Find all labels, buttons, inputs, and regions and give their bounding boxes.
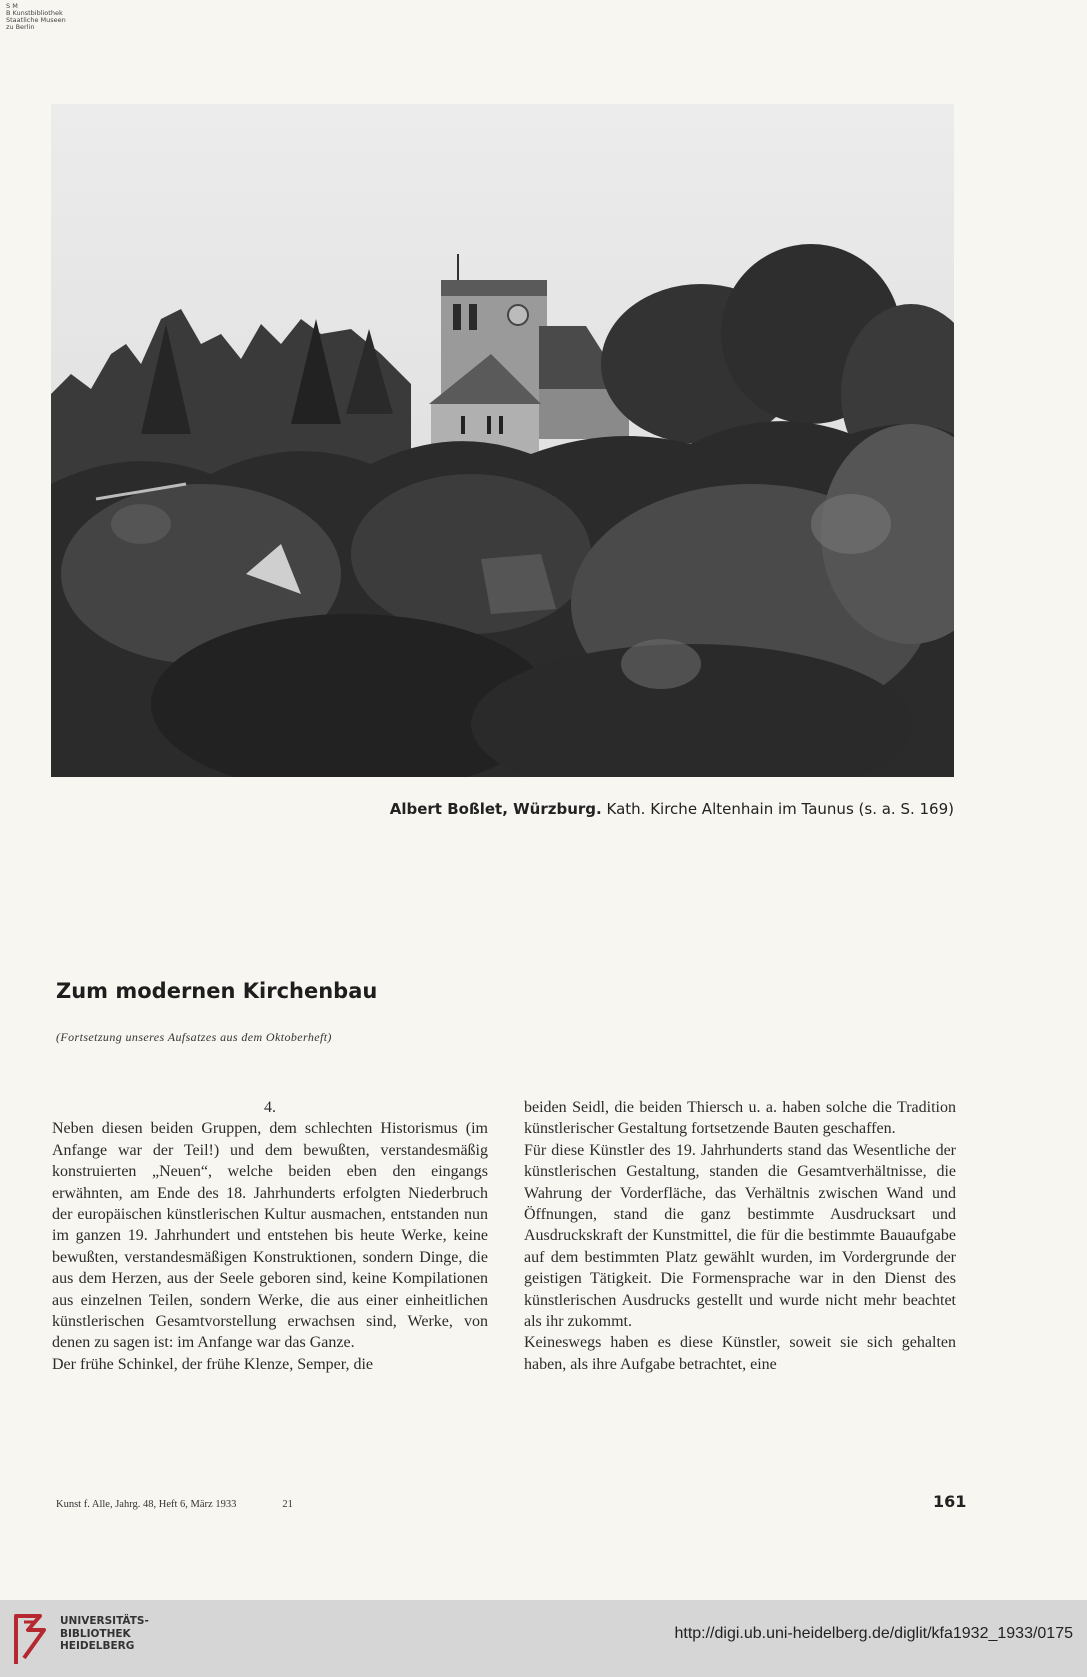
library-name [60,1615,149,1653]
photo-illustration [51,104,954,777]
article-title: Zum modernen Kirchenbau [56,979,378,1003]
stamp-line: B Kunstbibliothek [6,9,63,17]
paragraph: beiden Seidl, die beiden Thiersch u. a. haben solche die Tradition künstlerischer Gestaltung fortsetzende Bauten geschaffen. [524,1099,956,1138]
paragraph: Neben diesen beiden Gruppen, dem schlechten Historismus (im Anfange war der Teil!) und dem bewußten, verstandesmäßig konstruierten „Neuen“, welche beiden eben den eingangs erwähnten, am Ende des 18. Jahrhunderts erfolgten Niederbruch der europäischen künstlerischen Kultur ausmachen, entstanden nun im ganzen 19. Jahrhundert und entstehen bis heute Werke, keine bewußten, verstandesmäßigen Konstruktionen, sondern Dinge, die aus dem Herzen, aus der Seele geboren sind, keine Kompilationen aus einzelnen Teilen, sondern Werke, die aus einer einheitlichen künstlerischen Gesamtvorstellung erwachsen sind, Werke, von denen zu sagen ist: im Anfange war das Ganze. [52,1120,488,1352]
paragraph: Der frühe Schinkel, der frühe Klenze, Semper, die [52,1355,374,1373]
text-column-left [52,1097,488,1375]
library-name-line: HEIDELBERG [60,1640,135,1652]
figure-caption [51,800,954,818]
university-library-logo-icon [10,1608,52,1668]
caption-author: Albert Boßlet, Würzburg. [389,800,602,818]
signature-mark: 21 [282,1499,293,1510]
section-number: 4. [264,1099,276,1116]
library-bar [0,1600,1087,1677]
stamp-line: zu Berlin [6,23,35,31]
page-number: 161 [933,1492,967,1511]
church-photograph [51,104,954,777]
text-column-right [524,1097,956,1375]
library-name-line: BIBLIOTHEK [60,1627,131,1640]
library-stamp [6,3,66,31]
article-subtitle: (Fortsetzung unseres Aufsatzes aus dem Oktoberheft) [56,1030,332,1044]
paragraph: Für diese Künstler des 19. Jahrhunderts stand das Wesentliche der künstlerischen Gestaltung, standen die Gesamtverhältnisse, die Wahrung der Vorderfläche, das Verhältnis zwischen Wand und Öffnungen, stand die ganz bestimmte Ausdrucksart und Ausdruckskraft der Kunstmittel, die für die bestimmte Bauaufgabe auf dem bestimmten Platz gewählt wurden, im Vordergrunde der geistigen Tätigkeit. Die Formensprache war in den Dienst des künstlerischen Ausdrucks gestellt und wurde nicht mehr beachtet als ihr zukommt. [524,1141,956,1331]
page-footer [56,1499,293,1510]
digital-library-link[interactable]: http://digi.ub.uni-heidelberg.de/diglit/kfa1932_1933/0175 [674,1625,1073,1642]
stamp-line: S M [6,2,18,10]
journal-reference: Kunst f. Alle, Jahrg. 48, Heft 6, März 1933 [56,1499,237,1510]
paragraph: Keineswegs haben es diese Künstler, soweit sie sich gehalten haben, als ihre Aufgabe betrachtet, eine [524,1334,956,1373]
stamp-line: Staatliche Museen [6,16,66,24]
caption-work: Kath. Kirche Altenhain im Taunus (s. a. S. 169) [606,800,954,818]
library-name-line: UNIVERSITÄTS- [60,1615,149,1627]
